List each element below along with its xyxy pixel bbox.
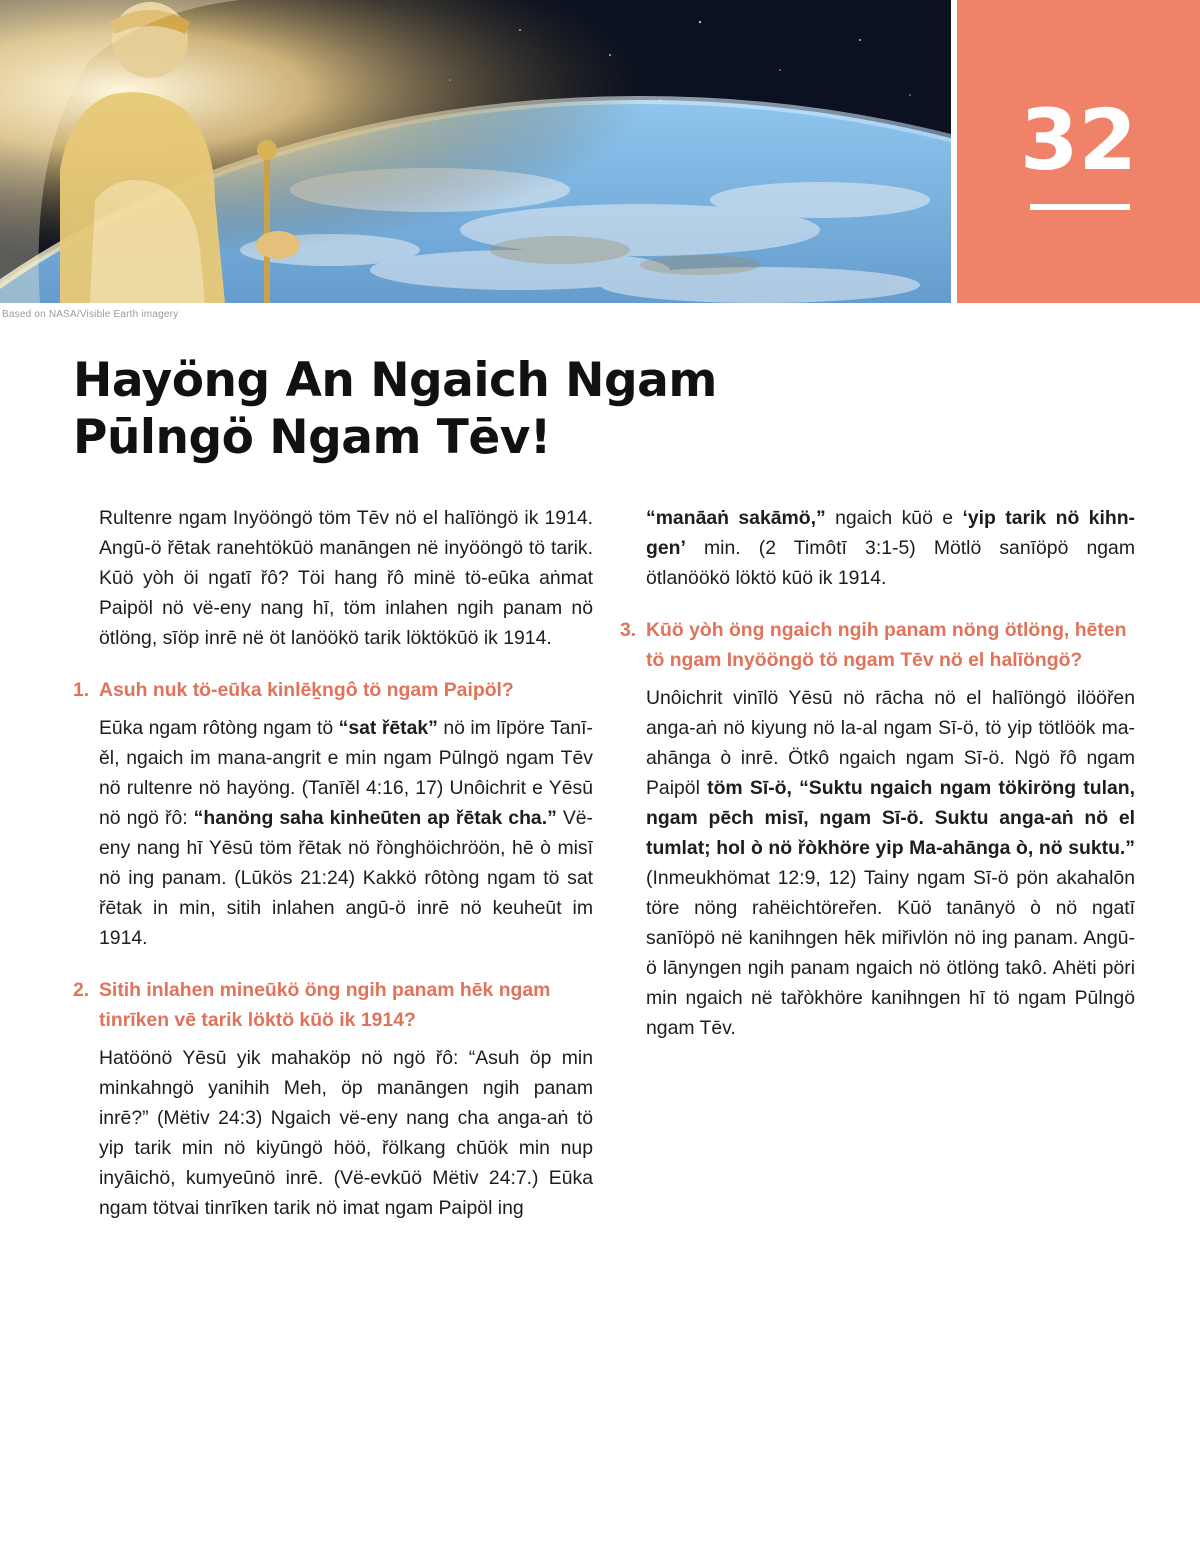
question-2-number: 2. [73,979,90,1001]
question-1-text: Asuh nuk tö-eūka kinlēḵngô tö ngam Paipöl? [99,679,514,701]
answer-2-paragraph-end [646,503,1135,593]
answer-1-paragraph [99,713,593,953]
answer-1-emphasis: “sat řētak” [338,717,438,739]
answer-2-part: min. (2 Timôtī 3:1-5) Mötlö sanīöpö ngam ötlanöökö löktö kūö ik 1914. [646,537,1135,589]
question-3-number: 3. [620,619,637,641]
answer-3-part: Unôichrit vinīlö Yēsū nö rācha nö el halīöngö ilööřen anga-aṅ nö kiyung nö la-al ngam Sī-ö, tö yip tötlöök ma-ahānga ò inrē. Ötkô ngaich ngam Sī-ö. Ngö řô ngam Paipöl [646,687,1135,799]
right-column [620,503,1135,1043]
page-title-line-2: Pūlngö Ngam Tēv! [73,410,551,465]
answer-1-part: Eūka ngam rôtòng ngam tö [99,717,339,739]
answer-1-emphasis: “hanöng saha kinheūten ap řētak cha.” [193,807,557,829]
question-1 [73,675,593,705]
answer-2-paragraph-start [99,1043,593,1223]
answer-2-emphasis: ‘yip tarik nö kihngen’ [646,507,1136,559]
answer-2-part: ngaich kūö e [825,507,963,529]
question-2 [73,975,593,1035]
header-image [0,0,951,303]
answer-1-part: Vë-eny nang hī Yēsū töm řētak nö řònghöichröön, hē ò misī nö ing panam. (Lūkös 21:24) Kakkö rôtòng ngam tö sat řētak in min, sitih inlahen angū-ö inrē nö keuheūt im 1914. [99,807,593,949]
earth-from-space-illustration [0,0,951,303]
question-3-text: Kūö yòh öng ngaich ngih panam nöng ötlöng, hēten tö ngam Inyööngö tö ngam Tēv nö el halīöngö? [646,619,1127,671]
chapter-number: 32 [1020,91,1137,189]
image-credit: Based on NASA/Visible Earth imagery [2,309,179,320]
chapter-underline [1030,204,1130,210]
intro-paragraph: Rultenre ngam Inyööngö töm Tēv nö el halīöngö ik 1914. Angū-ö řētak ranehtökūö manāngen në inyööngö tö tarik. Kūö yòh öi ngatī řô? Töi hang řô minë tö-eūka aṅmat Paipöl nö vë-eny nang hī, töm inlahen ngih panam nö ötlöng, sīöp inrē në öt lanöökö tarik löktökūö ik 1914. [99,507,593,649]
left-column [73,503,593,1223]
chapter-tab [957,0,1200,303]
question-3 [620,615,1135,675]
answer-3-emphasis: töm Sī-ö, “Suktu ngaich ngam tökiröng tulan, ngam pēch misī, ngam Sī-ö. Suktu anga-aṅ nö el tumlat; hol ò nö řòkhöre yip Ma-ahānga ò, nö suktu.” [646,777,1135,859]
page-title-line-1: Hayöng An Ngaich Ngam [73,353,717,408]
answer-2-part: Hatöönö Yēsū yik mahaköp nö ngö řô: “Asuh öp min minkahngö yanihih Meh, öp manāngen ngih panam inrē?” (Mëtiv 24:3) Ngaich vë-eny nang cha anga-aṅ tö yip tarik min nö kiyūngö höö, řölkang chūök min nup inyāichö, kumyeūnö inrē. (Vë-evkūö Mëtiv 24:7.) Eūka ngam tötvai tinrīken tarik nö imat ngam Paipöl ing [99,1047,593,1219]
answer-3-paragraph [646,683,1135,1043]
answer-3-part: (Inmeukhömat 12:9, 12) Tainy ngam Sī-ö pön akahalōn töre nöng rahëichtöreřen. Kūö tanānyö ò nö ngatī sanīöpö në kanihngen hēk miřivlön nö ing panam. Angū-ö lānyngen ngih panam ngaich nö ötlöng takô. Ahëti pöri min ngaich në tařòkhöre kanihngen hī tö ngam Pūlngö ngam Tēv. [646,867,1135,1039]
answer-1-part: nö im līpöre Tanī-ěl, ngaich im mana-angrit e min ngam Pūlngö ngam Tēv nö rultenre nö hayöng. (Tanīěl 4:16, 17) Unôichrit e Yēsū nö ngö řô: [99,717,593,829]
page-title [73,352,717,466]
question-1-number: 1. [73,679,90,701]
answer-2-emphasis: “manāaṅ sakāmö,” [646,507,826,529]
question-2-text: Sitih inlahen mineūkö öng ngih panam hēk ngam tinrīken vē tarik löktö kūö ik 1914? [99,979,551,1031]
